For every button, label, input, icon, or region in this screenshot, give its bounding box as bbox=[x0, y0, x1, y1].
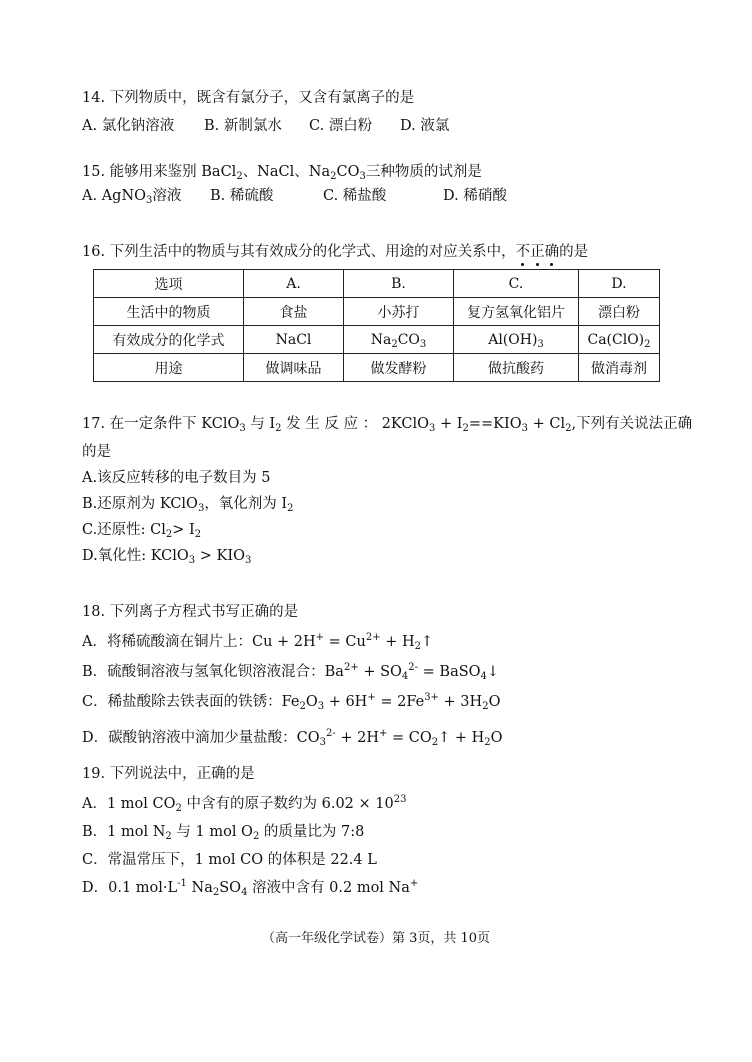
q14-stem: 14. 下列物质中，既含有氯分子，又含有氯离子的是 bbox=[82, 90, 415, 106]
emphasis-dot-char: 确 bbox=[544, 244, 560, 260]
q15-options bbox=[82, 186, 682, 206]
table-cell: 做消毒剂 bbox=[579, 354, 660, 382]
q19-stem: 19. 下列说法中，正确的是 bbox=[82, 766, 255, 782]
table-cell: NaCl bbox=[244, 326, 344, 354]
q16-table bbox=[93, 269, 660, 382]
table-cell: D. bbox=[579, 270, 660, 298]
q17-option-a: A.该反应转移的电子数目为 5 bbox=[82, 470, 271, 486]
q18-option-a: A．将稀硫酸滴在铜片上：$Cu + 2H^+ = Cu^{2+}$ + $H_2↑$ bbox=[82, 632, 434, 652]
table-cell: C. bbox=[454, 270, 579, 298]
q14-option-c: C. 漂白粉 bbox=[309, 118, 373, 134]
table-cell: $Na_2CO_3$ bbox=[344, 326, 454, 354]
table-cell: 复方氢氧化铝片 bbox=[454, 298, 579, 326]
table-cell: 做抗酸药 bbox=[454, 354, 579, 382]
q19-option-a: A．1 mol $CO_2$ 中含有的原子数约为 $6.02 \times 10^{23}$ bbox=[82, 794, 407, 814]
q18-stem: 18. 下列离子方程式书写正确的是 bbox=[82, 604, 299, 620]
q15-option-a: A. AgNO$_3$溶液 bbox=[82, 188, 182, 206]
table-row bbox=[94, 326, 660, 354]
table-cell: B. bbox=[344, 270, 454, 298]
table-cell: 小苏打 bbox=[344, 298, 454, 326]
table-cell: 生活中的物质 bbox=[94, 298, 244, 326]
q17-stem: 17. 在一定条件下 KClO$_3$ 与 $I_2$ 发 生 反 应 ： 2KClO$_3$ + $I_2==KIO_3 + Cl_2$,下列有关说法正确 bbox=[82, 416, 693, 434]
table-cell: $Al(OH)_3$ bbox=[454, 326, 579, 354]
q14-option-b: B. 新制氯水 bbox=[204, 118, 282, 134]
q14-options bbox=[82, 116, 682, 136]
q19-option-d: D．0.1 $mol\cdot L^{-1}$ $Na_2SO_4$ 溶液中含有 0.2 mol Na+ bbox=[82, 878, 419, 898]
table-cell: 有效成分的化学式 bbox=[94, 326, 244, 354]
table-cell: $Ca(ClO)_2$ bbox=[579, 326, 660, 354]
q15-option-d: D. 稀硝酸 bbox=[443, 188, 507, 204]
q16-stem: 16. 下列生活中的物质与其有效成分的化学式、用途的对应关系中，不正确的是 bbox=[82, 244, 589, 260]
q14-option-a: A. 氯化钠溶液 bbox=[82, 118, 175, 134]
q18-option-d: D．碳酸钠溶液中滴加少量盐酸：$CO_3^{2-} + 2H^+$ = $CO_2↑ + H_2O$ bbox=[82, 728, 503, 748]
q17-option-d: D.氧化性: KClO$_3$ > $KIO_3$ bbox=[82, 548, 252, 566]
q18-option-b: B．硫酸铜溶液与氢氧化钡溶液混合：$Ba^{2+} + SO_4^{2-}$ = BaSO$_4$↓ bbox=[82, 662, 500, 682]
q15-stem: 15. 能够用来鉴别 BaCl$_2$、NaCl、$Na_2CO_3$三种物质的试剂是 bbox=[82, 164, 482, 182]
q17-option-c: C.还原性: $Cl_2> I_2$ bbox=[82, 522, 202, 540]
table-cell: 漂白粉 bbox=[579, 298, 660, 326]
q19-option-b: B．1 mol $N_2$ 与 1 mol $O_2$ 的质量比为 7:8 bbox=[82, 824, 365, 842]
emphasis-dot-char: 正 bbox=[530, 244, 545, 260]
table-row bbox=[94, 270, 660, 298]
table-row bbox=[94, 298, 660, 326]
emphasis-dot-char: 不 bbox=[515, 244, 531, 260]
table-cell: 做调味品 bbox=[244, 354, 344, 382]
gas-arrow-icon: ↑ bbox=[421, 634, 434, 650]
q14-option-d: D. 液氯 bbox=[400, 118, 450, 134]
q15-option-b: B. 稀硫酸 bbox=[210, 188, 274, 204]
q18-option-c: C．稀盐酸除去铁表面的铁锈：$Fe_2O_3 + 6H^+ = 2Fe^{3+} + 3H_2O$ bbox=[82, 692, 501, 712]
q17-stem-line2: 的是 bbox=[82, 444, 111, 460]
q15-option-c: C. 稀盐酸 bbox=[323, 188, 387, 204]
table-cell: 食盐 bbox=[244, 298, 344, 326]
table-cell: 做发酵粉 bbox=[344, 354, 454, 382]
precipitate-arrow-icon: ↓ bbox=[486, 664, 500, 680]
table-cell: A. bbox=[244, 270, 344, 298]
page-footer: （高一年级化学试卷）第 3页，共 10页 bbox=[261, 931, 491, 946]
table-row bbox=[94, 354, 660, 382]
gas-arrow-icon: ↑ bbox=[438, 730, 451, 746]
table-cell: 用途 bbox=[94, 354, 244, 382]
q19-option-c: C．常温常压下，1 mol CO 的体积是 22.4 L bbox=[82, 852, 377, 868]
table-cell: 选项 bbox=[94, 270, 244, 298]
q17-option-b: B.还原剂为 KClO$_3$，氧化剂为 $I_2$ bbox=[82, 496, 294, 514]
